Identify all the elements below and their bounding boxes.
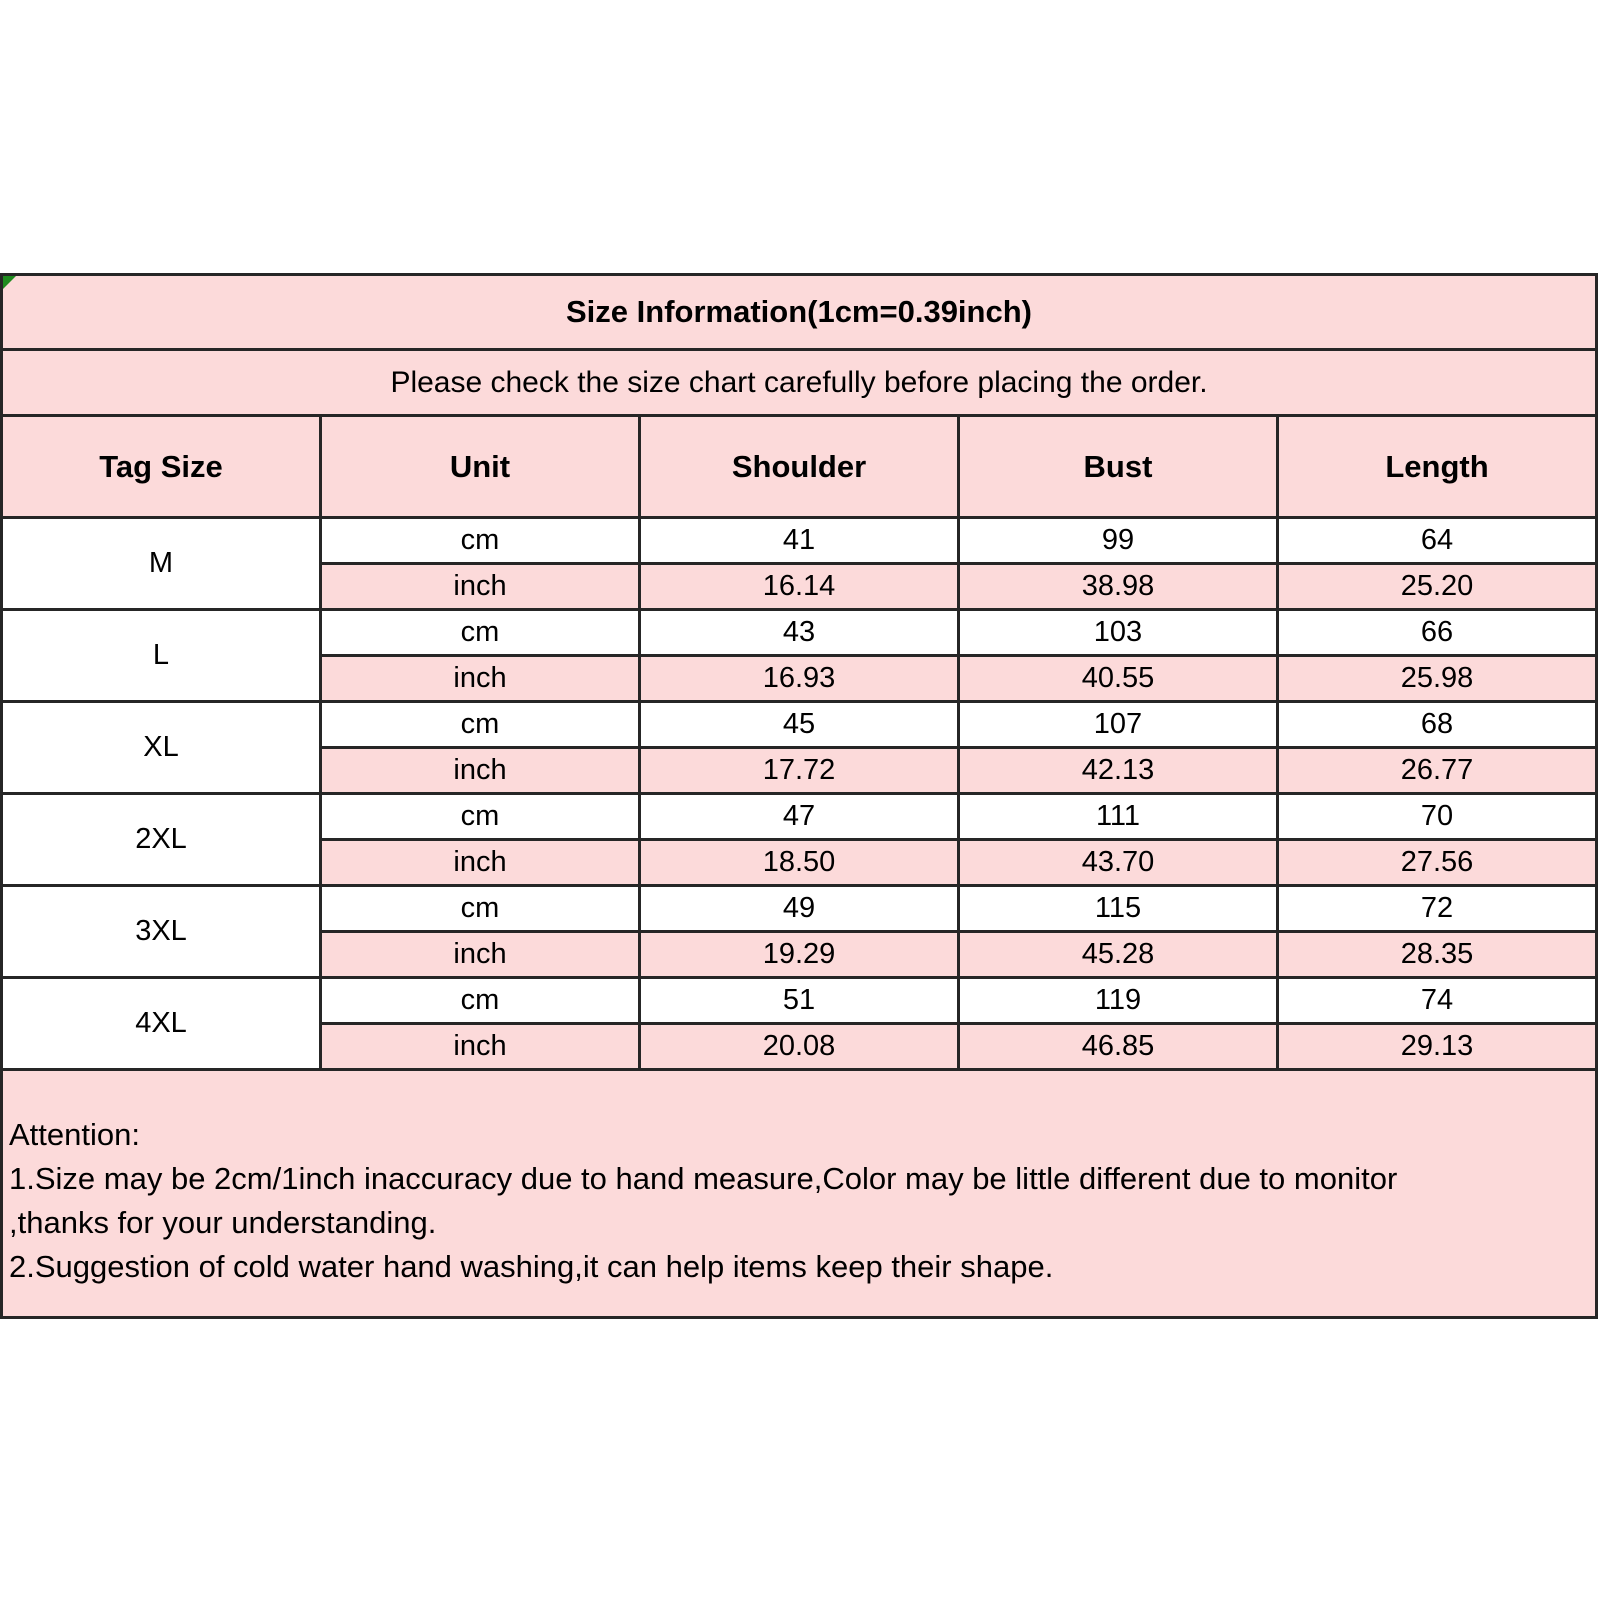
l-shoulder-cm: 43 (640, 610, 959, 656)
table-subtitle: Please check the size chart carefully before placing the order. (2, 350, 1597, 416)
unit-label-cm: cm (321, 610, 640, 656)
col-header-shoulder: Shoulder (640, 416, 959, 518)
4xl-shoulder-cm: 51 (640, 978, 959, 1024)
size-label-xl: XL (2, 702, 321, 794)
xl-length-inch: 26.77 (1278, 748, 1597, 794)
xl-bust-cm: 107 (959, 702, 1278, 748)
table-row-3xl-cm (2, 886, 1597, 932)
column-header-row (2, 416, 1597, 518)
table-row-2xl-cm (2, 794, 1597, 840)
unit-label-inch: inch (321, 840, 640, 886)
3xl-bust-cm: 115 (959, 886, 1278, 932)
xl-shoulder-cm: 45 (640, 702, 959, 748)
3xl-length-inch: 28.35 (1278, 932, 1597, 978)
table-row-l-cm (2, 610, 1597, 656)
unit-label-cm: cm (321, 794, 640, 840)
2xl-bust-cm: 111 (959, 794, 1278, 840)
xl-shoulder-inch: 17.72 (640, 748, 959, 794)
m-bust-inch: 38.98 (959, 564, 1278, 610)
unit-label-cm: cm (321, 702, 640, 748)
title-row (2, 275, 1597, 350)
4xl-length-cm: 74 (1278, 978, 1597, 1024)
attention-note (2, 1070, 1597, 1318)
l-bust-inch: 40.55 (959, 656, 1278, 702)
attention-row (2, 1070, 1597, 1318)
unit-label-inch: inch (321, 656, 640, 702)
2xl-shoulder-cm: 47 (640, 794, 959, 840)
xl-bust-inch: 42.13 (959, 748, 1278, 794)
l-length-inch: 25.98 (1278, 656, 1597, 702)
unit-label-inch: inch (321, 932, 640, 978)
xl-length-cm: 68 (1278, 702, 1597, 748)
attention-line-2: ,thanks for your understanding. (9, 1205, 437, 1240)
m-shoulder-cm: 41 (640, 518, 959, 564)
4xl-shoulder-inch: 20.08 (640, 1024, 959, 1070)
col-header-unit: Unit (321, 416, 640, 518)
unit-label-cm: cm (321, 518, 640, 564)
2xl-shoulder-inch: 18.50 (640, 840, 959, 886)
4xl-bust-cm: 119 (959, 978, 1278, 1024)
size-label-l: L (2, 610, 321, 702)
3xl-bust-inch: 45.28 (959, 932, 1278, 978)
attention-heading: Attention: (9, 1117, 140, 1152)
table-row-4xl-cm (2, 978, 1597, 1024)
size-label-4xl: 4XL (2, 978, 321, 1070)
unit-label-inch: inch (321, 1024, 640, 1070)
attention-line-1: 1.Size may be 2cm/1inch inaccuracy due to hand measure,Color may be little different due to monitor (9, 1161, 1398, 1196)
table-row-m-cm (2, 518, 1597, 564)
l-shoulder-inch: 16.93 (640, 656, 959, 702)
unit-label-inch: inch (321, 748, 640, 794)
2xl-length-inch: 27.56 (1278, 840, 1597, 886)
m-shoulder-inch: 16.14 (640, 564, 959, 610)
l-bust-cm: 103 (959, 610, 1278, 656)
4xl-bust-inch: 46.85 (959, 1024, 1278, 1070)
col-header-bust: Bust (959, 416, 1278, 518)
size-label-3xl: 3XL (2, 886, 321, 978)
m-length-cm: 64 (1278, 518, 1597, 564)
table-title: Size Information(1cm=0.39inch) (2, 275, 1597, 350)
col-header-tag-size: Tag Size (2, 416, 321, 518)
unit-label-cm: cm (321, 978, 640, 1024)
m-bust-cm: 99 (959, 518, 1278, 564)
size-label-m: M (2, 518, 321, 610)
unit-label-inch: inch (321, 564, 640, 610)
size-label-2xl: 2XL (2, 794, 321, 886)
2xl-bust-inch: 43.70 (959, 840, 1278, 886)
col-header-length: Length (1278, 416, 1597, 518)
spreadsheet-corner-marker-icon (3, 276, 16, 289)
m-length-inch: 25.20 (1278, 564, 1597, 610)
size-chart-table (0, 273, 1598, 1319)
3xl-shoulder-cm: 49 (640, 886, 959, 932)
attention-line-3: 2.Suggestion of cold water hand washing,it can help items keep their shape. (9, 1249, 1054, 1284)
l-length-cm: 66 (1278, 610, 1597, 656)
3xl-shoulder-inch: 19.29 (640, 932, 959, 978)
4xl-length-inch: 29.13 (1278, 1024, 1597, 1070)
subtitle-row (2, 350, 1597, 416)
2xl-length-cm: 70 (1278, 794, 1597, 840)
unit-label-cm: cm (321, 886, 640, 932)
table-row-xl-cm (2, 702, 1597, 748)
3xl-length-cm: 72 (1278, 886, 1597, 932)
